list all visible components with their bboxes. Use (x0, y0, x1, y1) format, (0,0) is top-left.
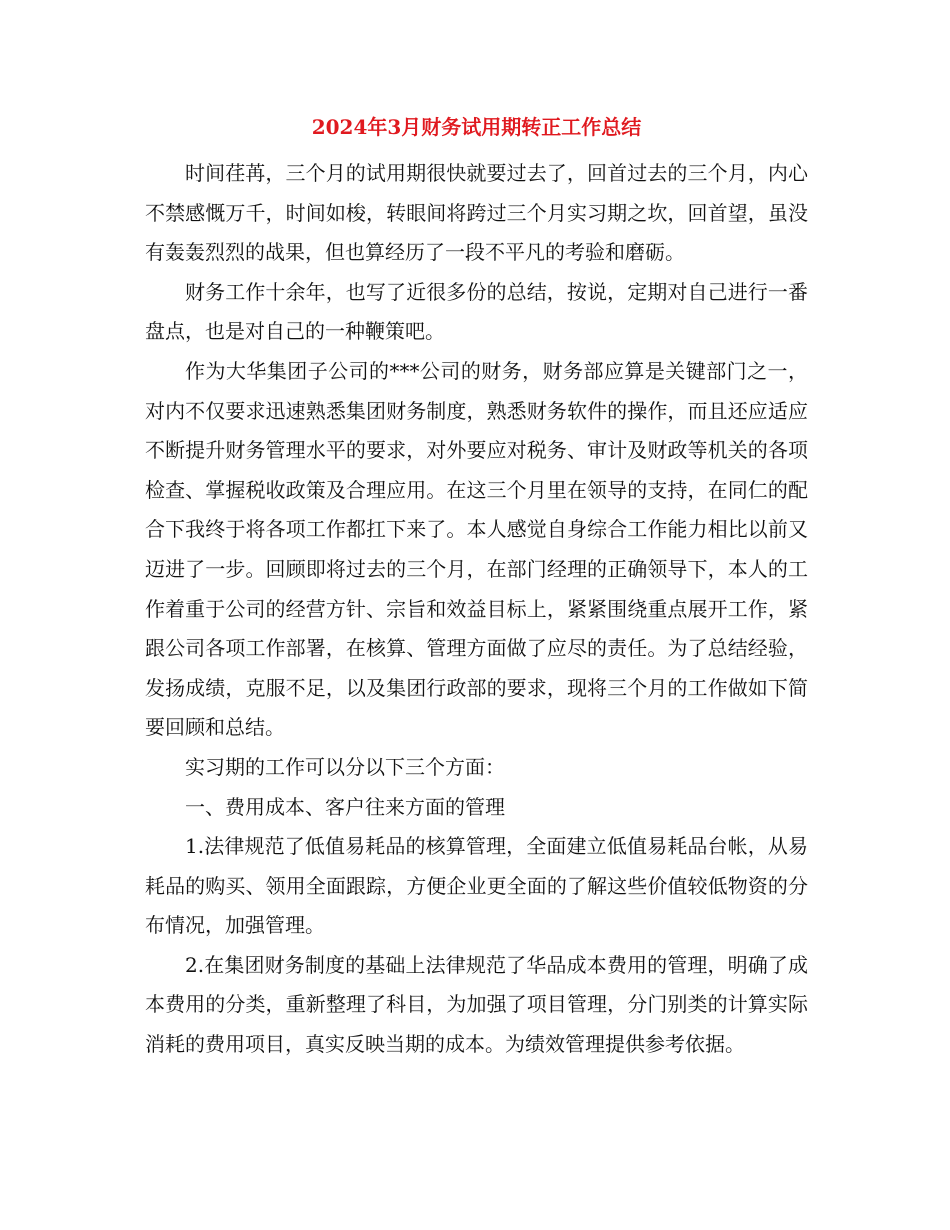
document-title: 2024年3月财务试用期转正工作总结 (311, 115, 642, 139)
list-item-2: 2.在集团财务制度的基础上法律规范了华品成本费用的管理，明确了成本费用的分类，重新整理了科目，为加强了项目管理，分门别类的计算实际消耗的费用项目，真实反映当期的成本。为绩效管理提供参考依据。 (145, 952, 808, 1057)
section-heading-cost-management: 一、费用成本、客户往来方面的管理 (185, 794, 505, 819)
paragraph-experience: 财务工作十余年，也写了近很多份的总结，按说，定期对自己进行一番盘点，也是对自己的一种鞭策吧。 (145, 279, 808, 344)
paragraph-intro: 时间荏苒，三个月的试用期很快就要过去了，回首过去的三个月，内心不禁感慨万千，时间如梭，转眼间将跨过三个月实习期之坎，回首望，虽没有轰轰烈烈的战果，但也算经历了一段不平凡的考验和磨砺。 (145, 161, 808, 265)
paragraph-role: 作为大华集团子公司的***公司的财务，财务部应算是关键部门之一，对内不仅要求迅速熟悉集团财务制度，熟悉财务软件的操作，而且还应适应不断提升财务管理水平的要求，对外要应对税务、审计及财政等机关的各项检查、掌握税收政策及合理应用。在这三个月里在领导的支持，在同仁的配合下我终于将各项工作都扛下来了。本人感觉自身综合工作能力相比以前又迈进了一步。回顾即将过去的三个月，在部门经理的正确领导下，本人的工作着重于公司的经营方针、宗旨和效益目标上，紧紧围绕重点展开工作，紧跟公司各项工作部署，在核算、管理方面做了应尽的责任。为了总结经验，发扬成绩，克服不足，以及集团行政部的要求，现将三个月的工作做如下简要回顾和总结。 (145, 358, 808, 740)
list-item-1: 1.法律规范了低值易耗品的核算管理，全面建立低值易耗品台帐，从易耗品的购买、领用全面跟踪，方便企业更全面的了解这些价值较低物资的分布情况，加强管理。 (145, 834, 808, 938)
paragraph-aspects: 实习期的工作可以分以下三个方面： (185, 754, 505, 779)
